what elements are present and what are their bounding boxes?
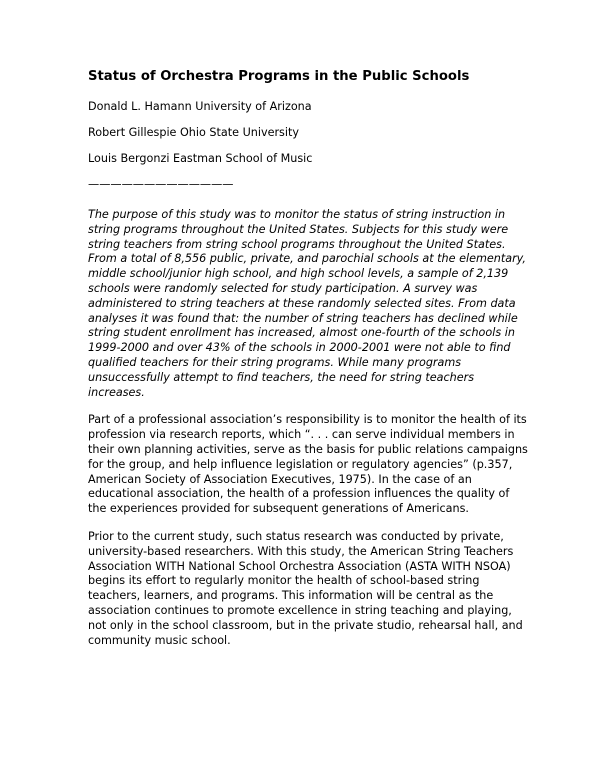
author-line-2: Robert Gillespie Ohio State University <box>88 126 300 139</box>
document-title: Status of Orchestra Programs in the Public Schools <box>88 69 470 84</box>
author-line-3: Louis Bergonzi Eastman School of Music <box>88 152 313 165</box>
body-paragraph-1: Part of a professional association’s responsibility is to monitor the health of its profession via research reports, which “. . . can serve individual members in their own planning activities, serve as the basis for public relations campaigns for the group, and help influence legislation or regulatory agencies” (p.357, American Society of Association Executives, 1975). In the case of an educational association, the health of a profession influences the quality of the experiences provided for subsequent generations of Americans. <box>88 413 528 516</box>
abstract-paragraph: The purpose of this study was to monitor the status of string instruction in string programs throughout the United States. Subjects for this study were string teachers from string school programs throughout the United States. From a total of 8,556 public, private, and parochial schools at the elementary, middle school/junior high school, and high school levels, a sample of 2,139 schools were randomly selected for study participation. A survey was administered to string teachers at these randomly selected sites. From data analyses it was found that: the number of string teachers has declined while string student enrollment has increased, almost one-fourth of the schools in 1999-2000 and over 43% of the schools in 2000-2001 were not able to find qualified teachers for their string programs. While many programs unsuccessfully attempt to find teachers, the need for string teachers increases. <box>88 208 526 399</box>
author-line-1: Donald L. Hamann University of Arizona <box>88 100 312 113</box>
separator-line: ————————————— <box>88 178 234 191</box>
body-paragraph-2: Prior to the current study, such status research was conducted by private, university-based researchers. With this study, the American String Teachers Association WITH National School Orchestra Association (ASTA WITH NSOA) begins its effort to regularly monitor the health of school-based string teachers, learners, and programs. This information will be central as the association continues to promote excellence in string teaching and playing, not only in the school classroom, but in the private studio, rehearsal hall, and community music school. <box>88 529 523 647</box>
